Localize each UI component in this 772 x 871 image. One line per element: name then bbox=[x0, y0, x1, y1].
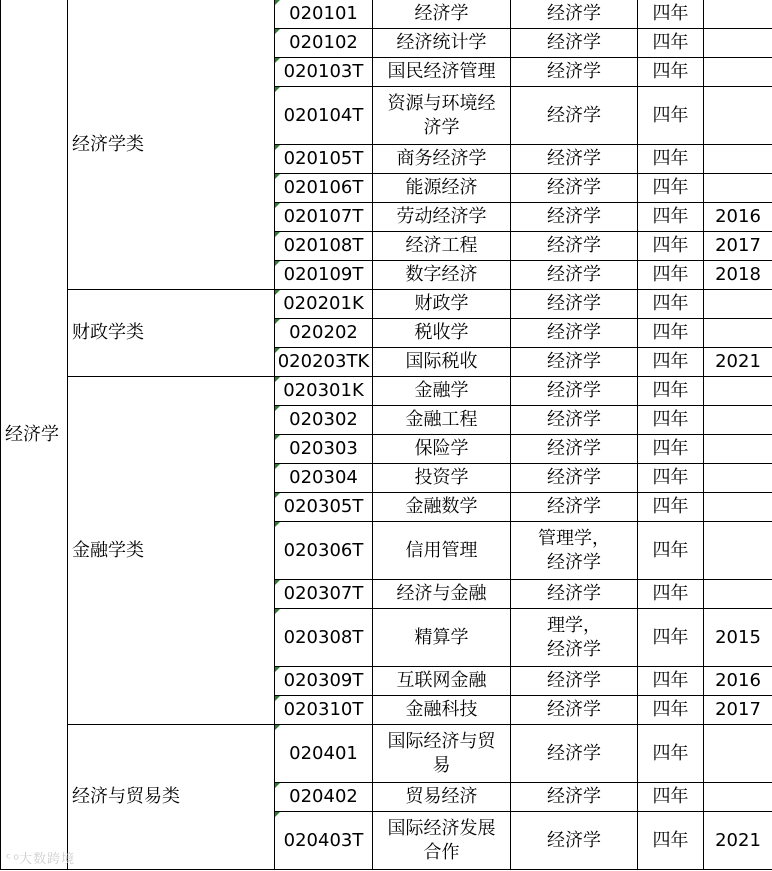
major-code-cell: 020301K bbox=[275, 377, 373, 406]
duration-cell: 四年 bbox=[638, 29, 704, 58]
major-code-cell: 020202 bbox=[275, 319, 373, 348]
class-name-cell: 财政学类 bbox=[68, 290, 275, 377]
major-code-cell: 020304 bbox=[275, 464, 373, 493]
major-name-cell: 税收学 bbox=[373, 319, 511, 348]
year-added-cell bbox=[704, 0, 772, 29]
degree-cell: 理学， 经济学 bbox=[511, 609, 638, 667]
degree-cell: 经济学 bbox=[511, 725, 638, 783]
degree-cell: 经济学 bbox=[511, 667, 638, 696]
duration-cell: 四年 bbox=[638, 319, 704, 348]
year-added-cell bbox=[704, 29, 772, 58]
duration-cell: 四年 bbox=[638, 725, 704, 783]
year-added-cell: 2017 bbox=[704, 696, 772, 725]
duration-cell: 四年 bbox=[638, 580, 704, 609]
duration-cell: 四年 bbox=[638, 87, 704, 145]
duration-cell: 四年 bbox=[638, 232, 704, 261]
major-name-cell: 国际税收 bbox=[373, 348, 511, 377]
major-name-cell: 商务经济学 bbox=[373, 145, 511, 174]
major-name-cell: 能源经济 bbox=[373, 174, 511, 203]
major-name-cell: 经济统计学 bbox=[373, 29, 511, 58]
year-added-cell bbox=[704, 783, 772, 812]
degree-cell: 经济学 bbox=[511, 290, 638, 319]
degree-cell: 经济学 bbox=[511, 435, 638, 464]
duration-cell: 四年 bbox=[638, 290, 704, 319]
major-code-cell: 020102 bbox=[275, 29, 373, 58]
year-added-cell: 2021 bbox=[704, 812, 772, 870]
major-code-cell: 020306T bbox=[275, 522, 373, 580]
major-code-cell: 020203TK bbox=[275, 348, 373, 377]
duration-cell: 四年 bbox=[638, 203, 704, 232]
chat-bubble-logo-icon: ᶜ ͦ bbox=[6, 851, 18, 867]
class-name-cell: 经济学类 bbox=[68, 0, 275, 290]
table-row bbox=[1, 377, 772, 406]
year-added-cell bbox=[704, 319, 772, 348]
major-name-cell: 保险学 bbox=[373, 435, 511, 464]
major-name-cell: 劳动经济学 bbox=[373, 203, 511, 232]
degree-cell: 经济学 bbox=[511, 174, 638, 203]
duration-cell: 四年 bbox=[638, 435, 704, 464]
year-added-cell: 2016 bbox=[704, 203, 772, 232]
year-added-cell bbox=[704, 87, 772, 145]
duration-cell: 四年 bbox=[638, 522, 704, 580]
major-name-cell: 金融学 bbox=[373, 377, 511, 406]
major-name-cell: 经济工程 bbox=[373, 232, 511, 261]
year-added-cell: 2015 bbox=[704, 609, 772, 667]
major-code-cell: 020308T bbox=[275, 609, 373, 667]
degree-cell: 经济学 bbox=[511, 580, 638, 609]
duration-cell: 四年 bbox=[638, 493, 704, 522]
major-code-cell: 020104T bbox=[275, 87, 373, 145]
degree-cell: 经济学 bbox=[511, 406, 638, 435]
majors-table-body bbox=[1, 0, 772, 870]
degree-cell: 经济学 bbox=[511, 319, 638, 348]
major-code-cell: 020302 bbox=[275, 406, 373, 435]
year-added-cell: 2016 bbox=[704, 667, 772, 696]
year-added-cell bbox=[704, 290, 772, 319]
year-added-cell bbox=[704, 493, 772, 522]
major-name-cell: 国民经济管理 bbox=[373, 58, 511, 87]
degree-cell: 经济学 bbox=[511, 29, 638, 58]
degree-cell: 经济学 bbox=[511, 261, 638, 290]
major-name-cell: 国际经济发展 合作 bbox=[373, 812, 511, 870]
major-name-cell: 金融科技 bbox=[373, 696, 511, 725]
major-code-cell: 020107T bbox=[275, 203, 373, 232]
year-added-cell: 2021 bbox=[704, 348, 772, 377]
year-added-cell bbox=[704, 580, 772, 609]
major-name-cell: 贸易经济 bbox=[373, 783, 511, 812]
major-name-cell: 经济与金融 bbox=[373, 580, 511, 609]
year-added-cell bbox=[704, 58, 772, 87]
major-code-cell: 020402 bbox=[275, 783, 373, 812]
degree-cell: 经济学 bbox=[511, 493, 638, 522]
year-added-cell bbox=[704, 725, 772, 783]
major-name-cell: 国际经济与贸 易 bbox=[373, 725, 511, 783]
major-name-cell: 信用管理 bbox=[373, 522, 511, 580]
major-code-cell: 020403T bbox=[275, 812, 373, 870]
duration-cell: 四年 bbox=[638, 261, 704, 290]
table-row bbox=[1, 725, 772, 783]
duration-cell: 四年 bbox=[638, 667, 704, 696]
major-code-cell: 020309T bbox=[275, 667, 373, 696]
major-name-cell: 数字经济 bbox=[373, 261, 511, 290]
watermark bbox=[6, 848, 75, 867]
major-code-cell: 020201K bbox=[275, 290, 373, 319]
degree-cell: 经济学 bbox=[511, 377, 638, 406]
duration-cell: 四年 bbox=[638, 145, 704, 174]
major-code-cell: 020303 bbox=[275, 435, 373, 464]
major-code-cell: 020108T bbox=[275, 232, 373, 261]
major-name-cell: 金融工程 bbox=[373, 406, 511, 435]
duration-cell: 四年 bbox=[638, 58, 704, 87]
degree-cell: 经济学 bbox=[511, 783, 638, 812]
duration-cell: 四年 bbox=[638, 696, 704, 725]
degree-cell: 经济学 bbox=[511, 232, 638, 261]
year-added-cell bbox=[704, 522, 772, 580]
year-added-cell: 2018 bbox=[704, 261, 772, 290]
major-name-cell: 精算学 bbox=[373, 609, 511, 667]
year-added-cell bbox=[704, 174, 772, 203]
major-code-cell: 020103T bbox=[275, 58, 373, 87]
degree-cell: 经济学 bbox=[511, 87, 638, 145]
duration-cell: 四年 bbox=[638, 783, 704, 812]
duration-cell: 四年 bbox=[638, 0, 704, 29]
degree-cell: 经济学 bbox=[511, 348, 638, 377]
major-name-cell: 金融数学 bbox=[373, 493, 511, 522]
year-added-cell bbox=[704, 377, 772, 406]
year-added-cell bbox=[704, 464, 772, 493]
duration-cell: 四年 bbox=[638, 609, 704, 667]
duration-cell: 四年 bbox=[638, 348, 704, 377]
major-name-cell: 经济学 bbox=[373, 0, 511, 29]
major-code-cell: 020307T bbox=[275, 580, 373, 609]
degree-cell: 经济学 bbox=[511, 464, 638, 493]
year-added-cell: 2017 bbox=[704, 232, 772, 261]
major-code-cell: 020109T bbox=[275, 261, 373, 290]
degree-cell: 经济学 bbox=[511, 58, 638, 87]
degree-cell: 经济学 bbox=[511, 696, 638, 725]
year-added-cell bbox=[704, 145, 772, 174]
class-name-cell: 经济与贸易类 bbox=[68, 725, 275, 870]
duration-cell: 四年 bbox=[638, 812, 704, 870]
duration-cell: 四年 bbox=[638, 174, 704, 203]
duration-cell: 四年 bbox=[638, 377, 704, 406]
degree-cell: 经济学 bbox=[511, 812, 638, 870]
major-name-cell: 资源与环境经 济学 bbox=[373, 87, 511, 145]
table-row bbox=[1, 0, 772, 29]
degree-cell: 经济学 bbox=[511, 145, 638, 174]
major-name-cell: 财政学 bbox=[373, 290, 511, 319]
year-added-cell bbox=[704, 435, 772, 464]
watermark-text: 大数跨境 bbox=[19, 852, 76, 867]
table-row bbox=[1, 290, 772, 319]
class-name-cell: 金融学类 bbox=[68, 377, 275, 725]
degree-cell: 管理学， 经济学 bbox=[511, 522, 638, 580]
major-code-cell: 020105T bbox=[275, 145, 373, 174]
degree-cell: 经济学 bbox=[511, 203, 638, 232]
major-code-cell: 020310T bbox=[275, 696, 373, 725]
major-name-cell: 互联网金融 bbox=[373, 667, 511, 696]
duration-cell: 四年 bbox=[638, 464, 704, 493]
major-name-cell: 投资学 bbox=[373, 464, 511, 493]
discipline-cell: 经济学 bbox=[1, 0, 68, 870]
year-added-cell bbox=[704, 406, 772, 435]
major-code-cell: 020101 bbox=[275, 0, 373, 29]
major-code-cell: 020305T bbox=[275, 493, 373, 522]
degree-cell: 经济学 bbox=[511, 0, 638, 29]
major-code-cell: 020401 bbox=[275, 725, 373, 783]
major-code-cell: 020106T bbox=[275, 174, 373, 203]
duration-cell: 四年 bbox=[638, 406, 704, 435]
